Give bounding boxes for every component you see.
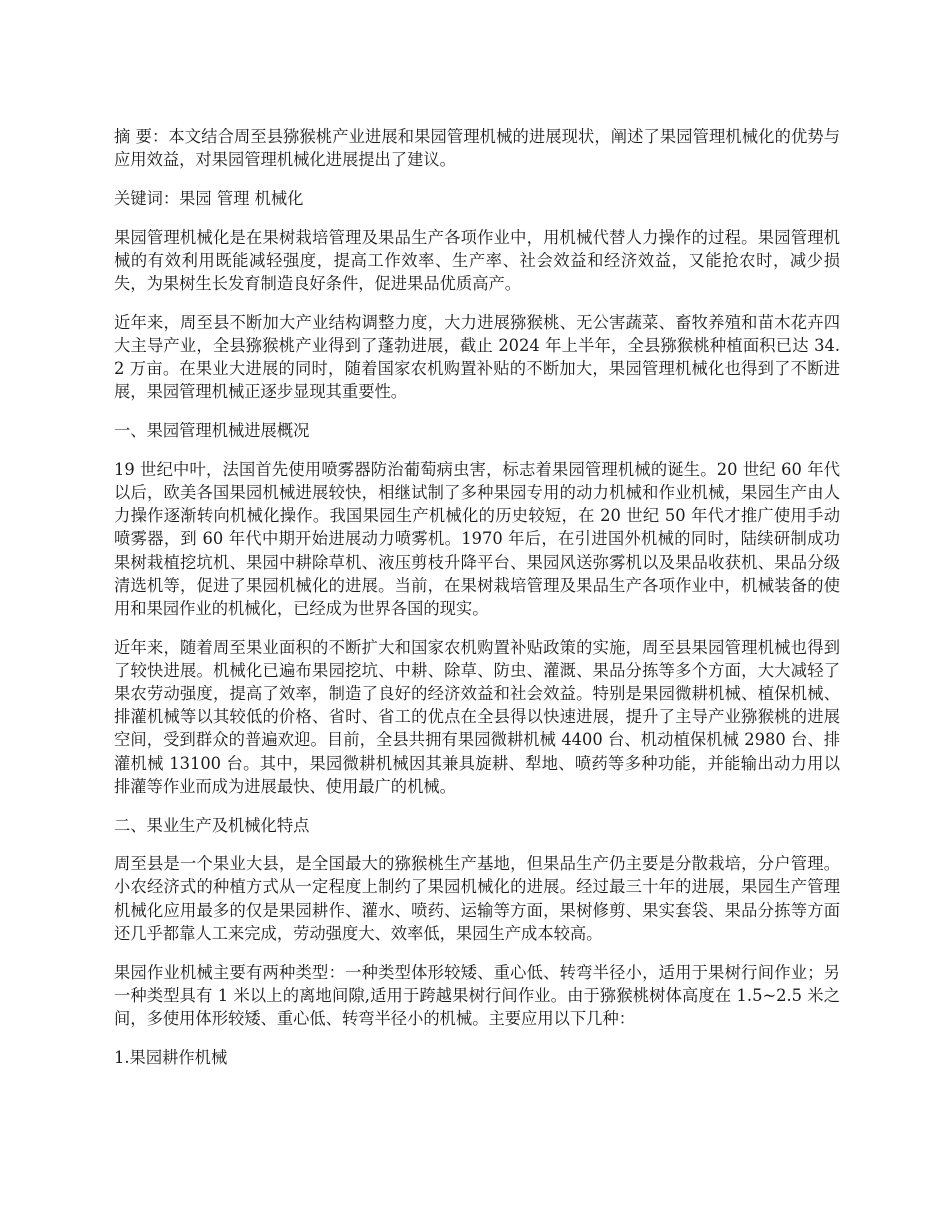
section-1-paragraph-1: 19 世纪中叶，法国首先使用喷雾器防治葡萄病虫害，标志着果园管理机械的诞生。20 世纪 60 年代以后，欧美各国果园机械进展较快，相继试制了多种果园专用的动力机械和作业机械，果园生产由人力操作逐渐转向机械化操作。我国果园生产机械化的历史较短，在 20 世纪 50 年代才推广使用手动喷雾器，到 60 年代中期开始进展动力喷雾机。1970 年后，在引进国外机械的同时，陆续研制成功果树栽植挖坑机、果园中耕除草机、液压剪枝升降平台、果园风送弥雾机以及果品收获机、果品分级清选机等，促进了果园机械化的进展。当前，在果树栽培管理及果品生产各项作业中，机械装备的使用和果园作业的机械化，已经成为世界各国的现实。 <box>114 459 840 618</box>
intro-paragraph-2: 近年来，周至县不断加大产业结构调整力度，大力进展猕猴桃、无公害蔬菜、畜牧养殖和苗木花卉四大主导产业，全县猕猴桃产业得到了蓬勃进展，截止 2024 年上半年，全县猕猴桃种植面积已达 34.2 万亩。在果业大进展的同时，随着国家农机购置补贴的不断加大，果园管理机械化也得到了不断进展，果园管理机械正逐步显现其重要性。 <box>114 312 840 402</box>
subsection-1-title: 1.果园耕作机械 <box>114 1047 228 1067</box>
section-2-title: 二、果业生产及机械化特点 <box>114 815 310 835</box>
document-page <box>114 125 840 1069</box>
keywords-line: 关键词：果园 管理 机械化 <box>114 188 304 208</box>
abstract-paragraph: 摘 要：本文结合周至县猕猴桃产业进展和果园管理机械的进展现状，阐述了果园管理机械化的优势与应用效益，对果园管理机械化进展提出了建议。 <box>114 127 840 170</box>
section-2-paragraph-1: 周至县是一个果业大县，是全国最大的猕猴桃生产基地，但果品生产仍主要是分散栽培，分户管理。小农经济式的种植方式从一定程度上制约了果园机械化的进展。经过最三十年的进展，果园生产管理机械化应用最多的仅是果园耕作、灌水、喷药、运输等方面，果树修剪、果实套袋、果品分拣等方面还几乎都靠人工来完成，劳动强度大、效率低，果园生产成本较高。 <box>114 854 840 943</box>
section-1-title: 一、果园管理机械进展概况 <box>114 421 310 441</box>
intro-paragraph-1: 果园管理机械化是在果树栽培管理及果品生产各项作业中，用机械代替人力操作的过程。果园管理机械的有效利用既能减轻强度，提高工作效率、生产率、社会效益和经济效益，又能抢农时，减少损失，为果树生长发育制造良好条件，促进果品优质高产。 <box>114 227 840 294</box>
section-1-paragraph-2: 近年来，随着周至果业面积的不断扩大和国家农机购置补贴政策的实施，周至县果园管理机械也得到了较快进展。机械化已遍布果园挖坑、中耕、除草、防虫、灌溉、果品分拣等多个方面，大大减轻了果农劳动强度，提高了效率，制造了良好的经济效益和社会效益。特别是果园微耕机械、植保机械、排灌机械等以其较低的价格、省时、省工的优点在全县得以快速进展，提升了主导产业猕猴桃的进展空间，受到群众的普遍欢迎。目前，全县共拥有果园微耕机械 4400 台、机动植保机械 2980 台、排灌机械 13100 台。其中，果园微耕机械因其兼具旋耕、犁地、喷药等多种功能，并能输出动力用以排灌等作业而成为进展最快、使用最广的机械。 <box>114 637 840 796</box>
section-2-paragraph-2: 果园作业机械主要有两种类型：一种类型体形较矮、重心低、转弯半径小，适用于果树行间作业；另一种类型具有 1 米以上的离地间隙,适用于跨越果树行间作业。由于猕猴桃树体高度在 1.5~2.5 米之间，多使用体形较矮、重心低、转弯半径小的机械。主要应用以下几种： <box>114 962 840 1028</box>
